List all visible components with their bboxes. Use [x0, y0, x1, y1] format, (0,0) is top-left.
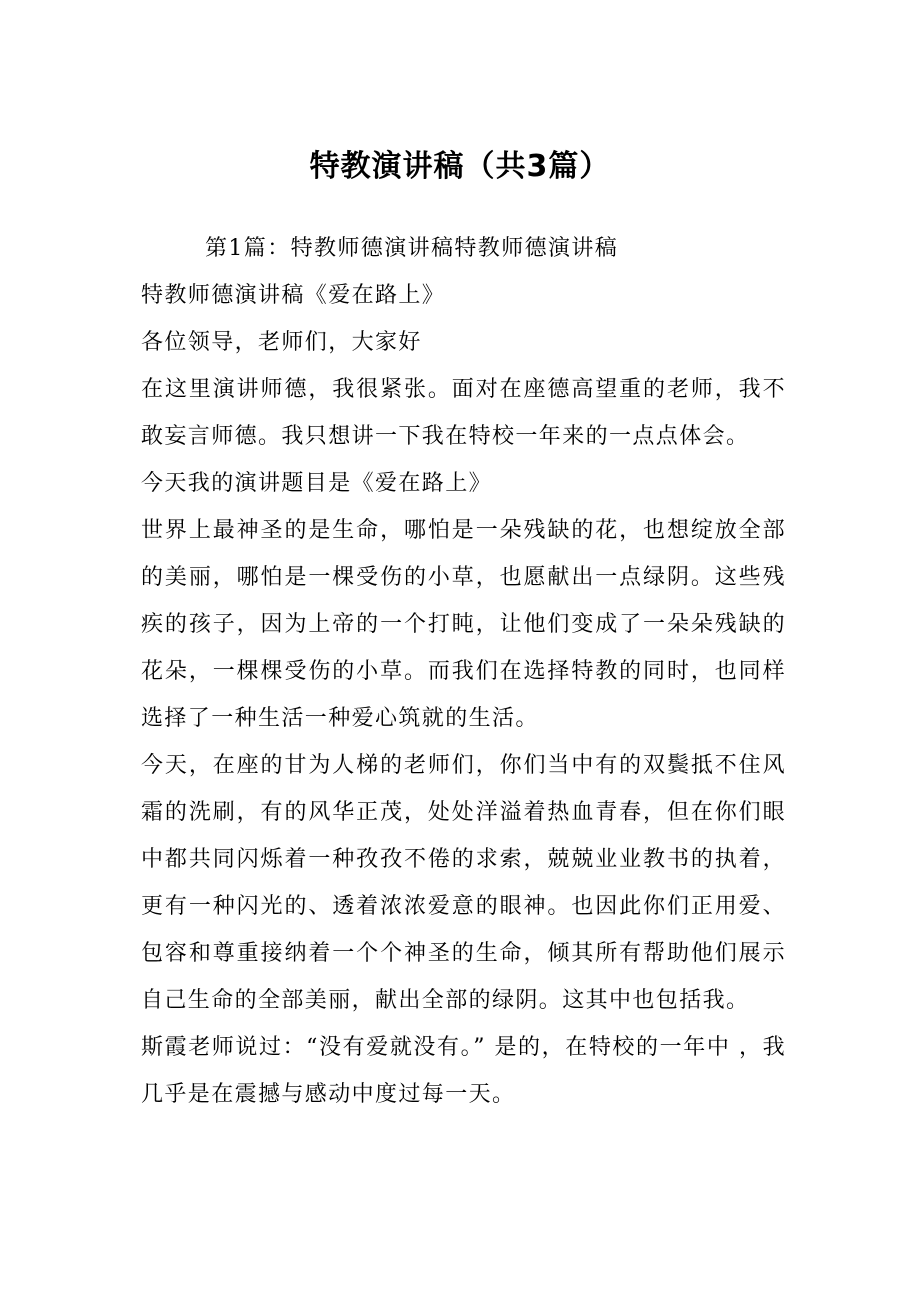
paragraph: 在这里演讲师德，我很紧张。面对在座德高望重的老师，我不敢妄言师德。我只想讲一下我在特校一年来的一点点体会。: [141, 377, 786, 449]
paragraph: 世界上最神圣的是生命，哪怕是一朵残缺的花，也想绽放全部的美丽，哪怕是一棵受伤的小草，也愿献出一点绿阴。这些残疾的孩子，因为上帝的一个打盹，让他们变成了一朵朵残缺的花朵，一棵棵受伤的小草。而我们在选择特教的同时，也同样选择了一种生活一种爱心筑就的生活。: [141, 518, 786, 731]
paragraph: 斯霞老师说过：“没有爱就没有。” 是的，在特校的一年中 ，我几乎是在震撼与感动中度过每一天。: [141, 1035, 786, 1107]
greeting: 各位领导，老师们，大家好: [141, 330, 422, 355]
document-title: 特教演讲稿（共3篇）: [309, 149, 611, 184]
paragraph: 今天，在座的甘为人梯的老师们，你们当中有的双鬓抵不住风霜的洗刷，有的风华正茂，处处洋溢着热血青春，但在你们眼中都共同闪烁着一种孜孜不倦的求索，兢兢业业教书的执着，更有一种闪光的、透着浓浓爱意的眼神。也因此你们正用爱、包容和尊重接纳着一个个神圣的生命，倾其所有帮助他们展示自己生命的全部美丽，献出全部的绿阴。这其中也包括我。: [141, 753, 786, 1013]
speech-title: 特教师德演讲稿《爱在路上》: [141, 283, 446, 308]
section-heading: 第1篇：特教师德演讲稿特教师德演讲稿: [205, 236, 619, 261]
document-body: [141, 225, 786, 1118]
paragraph: 今天我的演讲题目是《爱在路上》: [141, 471, 493, 496]
